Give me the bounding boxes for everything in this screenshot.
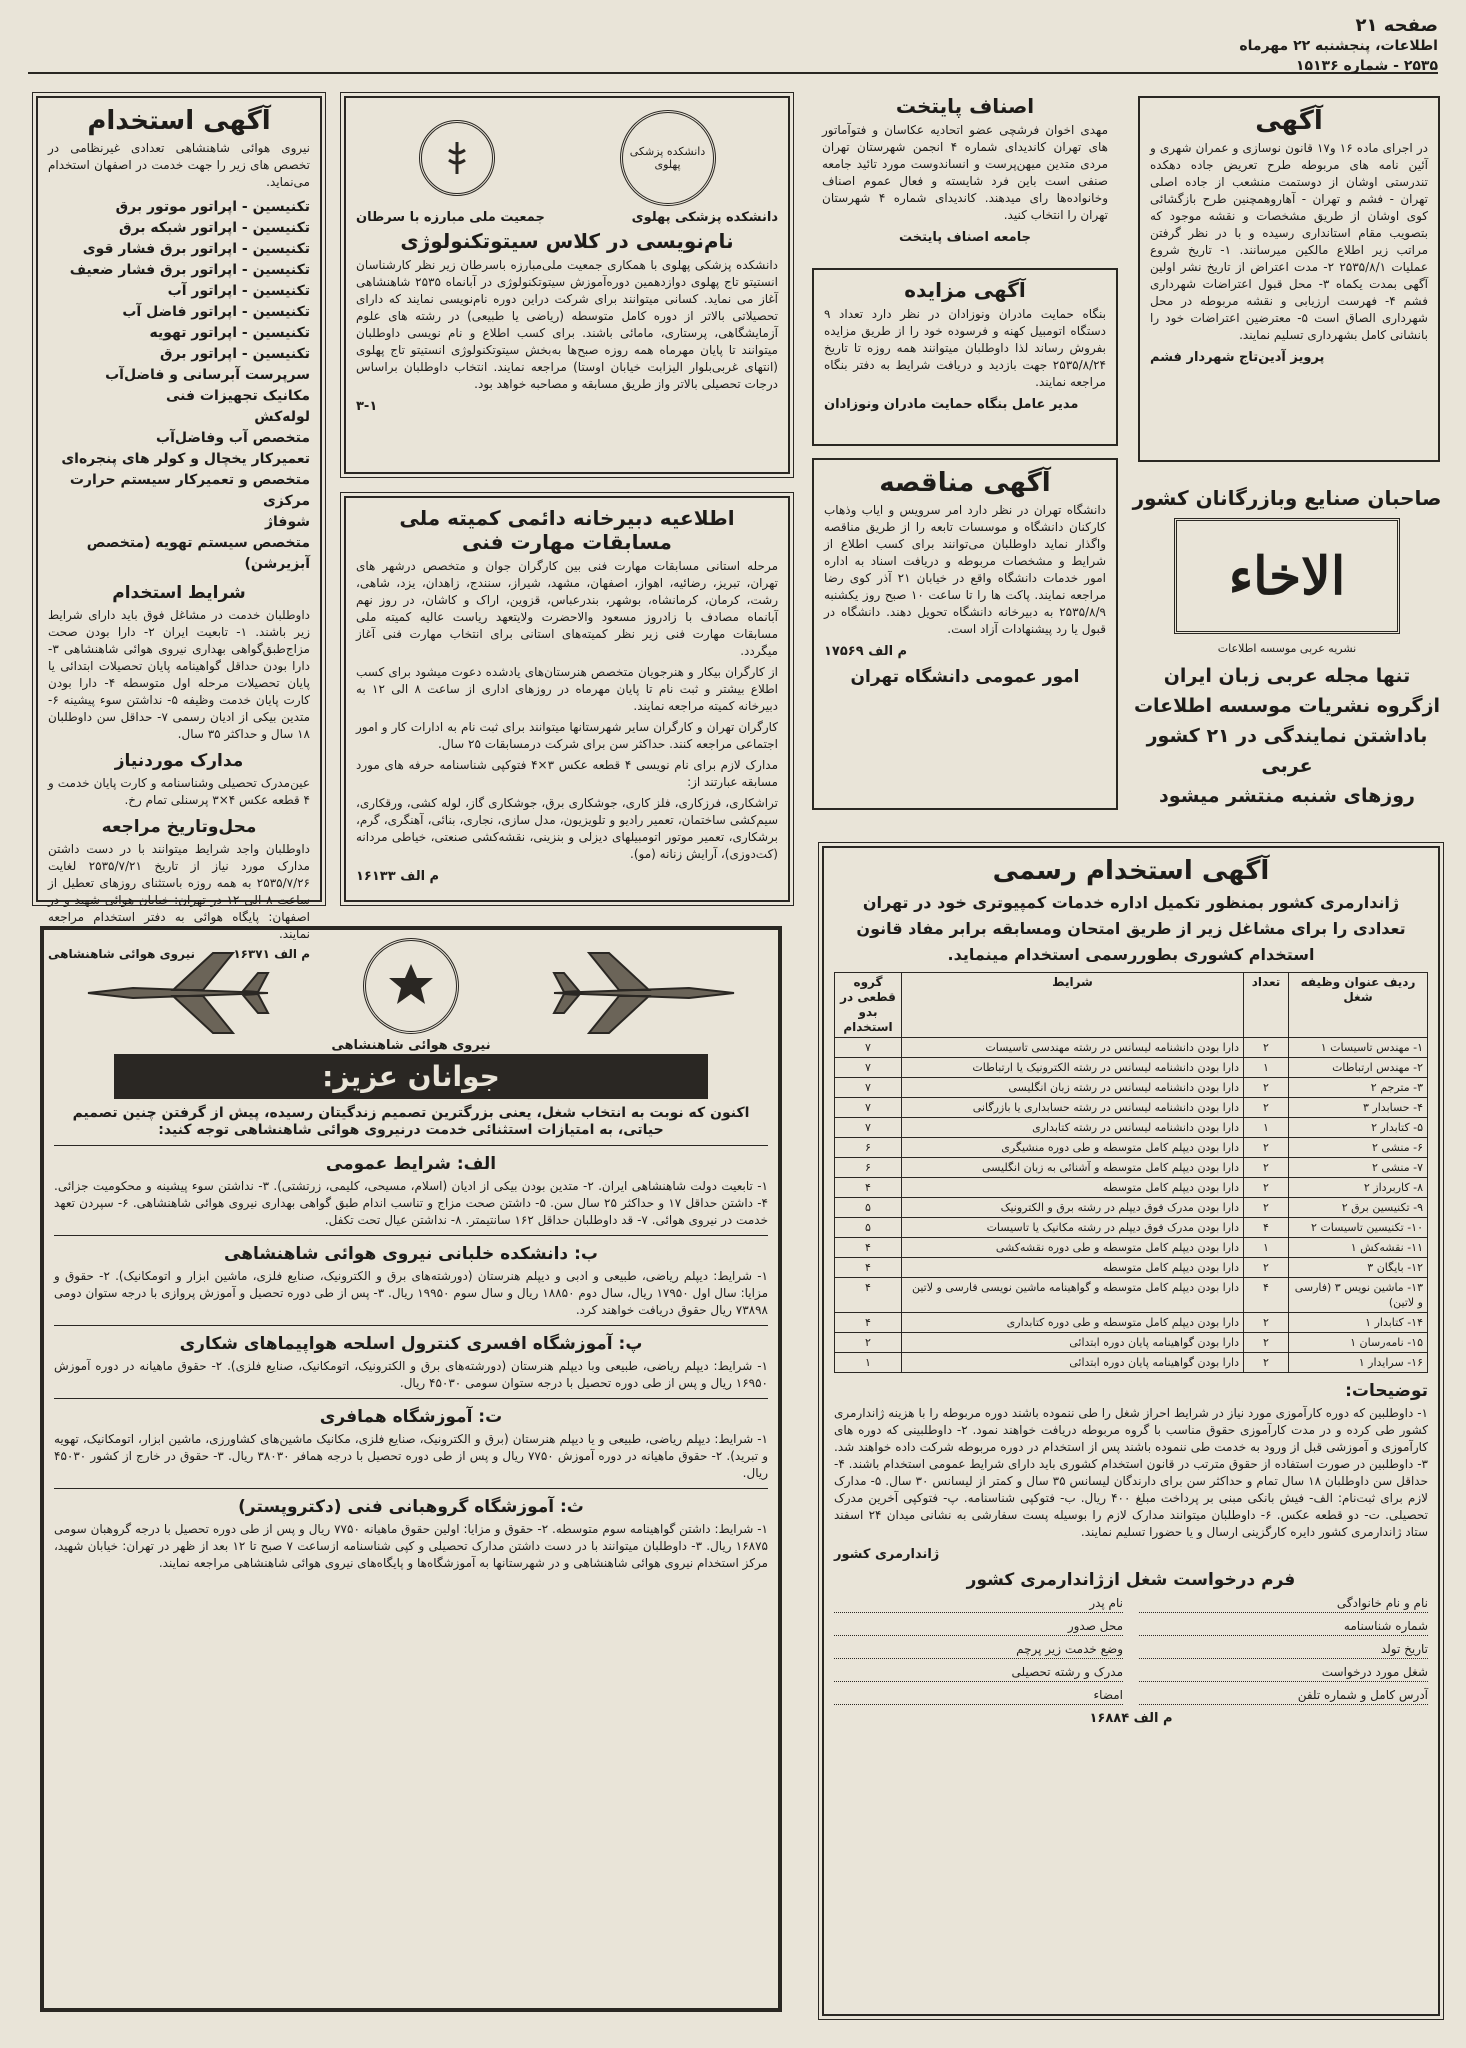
list-item: لوله‌کش bbox=[254, 409, 310, 425]
table-cell: ۲ bbox=[1244, 1258, 1289, 1278]
airforce-place-title: محل‌وتاریخ مراجعه bbox=[101, 817, 257, 837]
list-item: متخصص آب وفاضل‌آب bbox=[156, 430, 310, 446]
list-item: تکنیسین - اپراتور فاضل آب bbox=[122, 304, 310, 320]
table-cell: ۴ bbox=[835, 1313, 902, 1333]
issue-date: اطلاعات، پنجشنبه ۲۲ مهرماه bbox=[1239, 38, 1438, 54]
form-field-label: تاریخ تولد bbox=[1139, 1640, 1428, 1659]
cytotech-title: نام‌نویسی در کلاس سیتوتکنولوژی bbox=[400, 229, 734, 253]
table-cell: ۴- حسابدار ۳ bbox=[1289, 1098, 1428, 1118]
table-cell: ۶- منشی ۲ bbox=[1289, 1138, 1428, 1158]
table-cell: ۱۵- نامه‌رسان ۱ bbox=[1289, 1333, 1428, 1353]
form-field-label: نام پدر bbox=[834, 1594, 1123, 1613]
gendarmerie-table-body bbox=[835, 1038, 1428, 1373]
auction-sign: مدیر عامل بنگاه حمایت مادران ونوزادان bbox=[824, 397, 1079, 412]
table-row bbox=[835, 1138, 1428, 1158]
competition-text1: مرحله استانی مسابقات مهارت فنی بین کارگران جوان و متخصص درشهر های تهران، تبریز، رضائیه، اهواز، اصفهان، مشهد، شیراز، سنندج، زاهدان، یزد، شاهی، رشت، کرمان، کرمانشاه، بوشهر، بندرعباس، قزوین، اراک و کاشان، در روز نهم آبانماه مصادف با زادروز مسعود والاحضرت ولایتعهد ریاست عالیه کمیته ملی مسابقات مهارت فنی زیر نظر کمیته‌های استانی برای انتخاب مهارت فنی آغاز میگردد. bbox=[356, 559, 778, 658]
list-item: شوفاژ bbox=[264, 514, 310, 530]
table-cell: ۲ bbox=[1244, 1078, 1289, 1098]
table-row bbox=[835, 1333, 1428, 1353]
table-cell: ۱ bbox=[1244, 1238, 1289, 1258]
table-cell: ۱۳- ماشین نویس ۳ (فارسی و لاتین) bbox=[1289, 1278, 1428, 1313]
table-cell: ۲ bbox=[1244, 1158, 1289, 1178]
list-item: تکنیسین - اپراتور برق bbox=[160, 346, 310, 362]
table-row bbox=[835, 1258, 1428, 1278]
table-cell: ۲ bbox=[1244, 1313, 1289, 1333]
table-cell: دارا بودن دانشنامه لیسانس در رشته زبان انگلیسی bbox=[902, 1078, 1244, 1098]
airforce-jobs-list bbox=[48, 197, 310, 575]
section-th-text: ۱- شرایط: داشتن گواهینامه سوم متوسطه. ۲- حقوق و مزایا: اولین حقوق ماهیانه ۷۷۵۰ ریال و پس از طی دوره تحصیل با درجه گروهبان سومی ۱۶۸۷۵ ریال. ۳- داوطلبان میتوانند با در دست داشتن مدارک تحصیلی و کپی شناسنامه ازساعت ۷ صبح تا ۱۲ بعد از ظهر در تهران: خیابان شهید، مرکز استخدام نیروی هوائی شاهنشاهی و در شهرستانها به آموزشگاه‌ها و پایگاه‌های نیروی هوائی شاهنشاهی مراجعه نمایند. bbox=[54, 1522, 768, 1570]
column-header: تعداد bbox=[1244, 973, 1289, 1038]
table-cell: دارا بودن دیپلم کامل متوسطه bbox=[902, 1258, 1244, 1278]
alakha-logo bbox=[1174, 518, 1400, 634]
auction-text: بنگاه حمایت مادران ونوزادان در نظر دارد تعداد ۹ دستگاه اتومبیل کهنه و فرسوده خود را از طریق مزایده بفروش رساند لذا داوطلبان میتوانند همه روزه تا تاریخ ۲۵۳۵/۸/۲۴ جهت بازدید و دریافت شرایط به دفتر بنگاه مراجعه نمایند. bbox=[824, 307, 1106, 389]
alakha-top: صاحبان صنایع وبازرگانان کشور bbox=[1132, 486, 1442, 510]
table-row bbox=[835, 1078, 1428, 1098]
notice-ad bbox=[1138, 96, 1440, 462]
table-cell: ۷ bbox=[835, 1098, 902, 1118]
table-row bbox=[835, 1198, 1428, 1218]
guild-title: اصناف پایتخت bbox=[895, 94, 1035, 118]
competition-ref: م الف ۱۶۱۳۳ bbox=[356, 869, 440, 884]
airforce-docs-text: عین‌مدرک تحصیلی وشناسنامه و کارت پایان خدمت و ۴ قطعه عکس ۴×۳ پرسنلی تمام رخ. bbox=[48, 776, 310, 807]
airforce-emblem-label: نیروی هوائی شاهنشاهی bbox=[331, 1037, 491, 1053]
divider bbox=[54, 1325, 768, 1326]
competition-text3: کارگران تهران و کارگران سایر شهرستانها میتوانند برای ثبت نام به ادارات کار و امور اجتماعی مراجعه کنند. حداکثر سن برای شرکت درمسابقات ۲۵ سال. bbox=[356, 720, 778, 751]
cytotech-org-right: دانشکده پزشکی پهلوی bbox=[631, 210, 778, 225]
table-row bbox=[835, 1118, 1428, 1138]
table-cell: دارا بودن دیپلم کامل متوسطه و گواهینامه ماشین نویسی فارسی و لاتین bbox=[902, 1278, 1244, 1313]
table-cell: دارا بودن دیپلم کامل متوسطه و طی دوره نقشه‌کشی bbox=[902, 1238, 1244, 1258]
column-header: ردیف عنوان وظیفه شغل bbox=[1289, 973, 1428, 1038]
table-cell: ۴ bbox=[835, 1258, 902, 1278]
table-cell: ۱ bbox=[1244, 1118, 1289, 1138]
table-cell: ۵- کتابدار ۲ bbox=[1289, 1118, 1428, 1138]
school-emblem bbox=[620, 110, 716, 206]
section-b-text: ۱- شرایط: دیپلم ریاضی، طبیعی و ادبی و دیپلم هنرستان (دورشته‌های برق و الکترونیک، صنایع فلزی، ماشین ابزار و اتومکانیک). ۲- حقوق و مزایا: سال اول ۱۷۹۵۰ ریال، سال دوم ۱۸۸۵۰ ریال و سال سوم ۱۹۹۵۰ ریال. ۳- پس از طی دوره تحصیل و آموزش پروازی با درجه ستوان دومی ۷۳۸۹۸ ریال حقوق دریافت خواهند کرد. bbox=[54, 1269, 769, 1317]
section-p-title: پ: آموزشگاه افسری کنترول اسلحه هواپیماهای شکاری bbox=[179, 1334, 643, 1354]
tender-text: دانشگاه تهران در نظر دارد امر سرویس و ایاب وذهاب کارکنان دانشگاه و موسسات تابعه را از طریق مناقصه واگذار نماید داوطلبان می‌توانند برای کسب اطلاع از شرایط و مشخصات مربوطه و دریافت اسناد به اداره امور خدمات دانشگاه واقع در خیابان ۲۱ آذر کوی رضا مراجعه نمایند. پاکت ها را تا ساعت ۱۰ صبح روز یکشنبه ۲۵۳۵/۸/۹ به دبیرخانه دانشگاه تحویل دهند. دانشگاه در قبول یا رد پیشنهادات آزاد است. bbox=[824, 503, 1106, 636]
airforce-docs-title: مدارک موردنیاز bbox=[114, 751, 244, 771]
list-item: تکنیسین - اپراتور شبکه برق bbox=[119, 220, 310, 236]
airforce-banner: جوانان عزیز: bbox=[114, 1054, 708, 1099]
table-cell: ۲- مهندس ارتباطات bbox=[1289, 1058, 1428, 1078]
alakha-line3: باداشتن نمایندگی در ۲۱ کشور عربی bbox=[1146, 725, 1428, 777]
divider bbox=[54, 1488, 768, 1489]
caduceus-icon bbox=[437, 138, 477, 178]
list-item: متخصص سیستم تهویه (متخصص آبزیرشن) bbox=[86, 535, 310, 572]
gendarmerie-intro: ژاندارمری کشور بمنظور تکمیل اداره خدمات کمپیوتری خود در تهران تعدادی را برای مشاغل زیر از طریق امتحان ومسابقه برابر مفاد قانون استخدام کشوری بطوررسمی استخدام مینماید. bbox=[856, 893, 1406, 964]
table-cell: ۱۱- نقشه‌کش ۱ bbox=[1289, 1238, 1428, 1258]
table-cell: ۱۲- بایگان ۳ bbox=[1289, 1258, 1428, 1278]
table-cell: ۲ bbox=[1244, 1178, 1289, 1198]
table-cell: ۲ bbox=[1244, 1038, 1289, 1058]
notice-text: در اجرای ماده ۱۶ و۱۷ قانون نوسازی و عمران شهری و آئین نامه های مربوطه طرح تعریض جاده دهکده تندرستی اوشان از دوستمت منشعب از جاده اصلی تهران - فشم و تهران - آهاروهمچنین طرح بازگشائی کوی اوشان از طریق مشخصات و نقشه موجود که بتصویب مقام استانداری رسیده و با در نظر گرفتن مراتب زیر اطلاع مالکین میرسانند. ۱- تاریخ شروع عملیات ۲۵۳۵/۸/۱ ۲- مدت اعتراض از تاریخ نشر اولین آگهی بمدت یکماه ۳- محل قبول اعتراضات شهرداری فشم ۴- فهرست ارزیابی و نقشه مربوطه در محل شهرداری الصاق است ۵- معترضین اعتراضات خود را بانشانی کامل بشهرداری تسلیم نمایند. bbox=[1150, 141, 1429, 342]
table-cell: دارا بودن دانشنامه لیسانس در رشته کتابداری bbox=[902, 1118, 1244, 1138]
table-cell: ۴ bbox=[835, 1238, 902, 1258]
table-header-row bbox=[835, 973, 1428, 1038]
table-cell: دارا بودن مدرک فوق دیپلم در رشته مکانیک یا تاسیسات bbox=[902, 1218, 1244, 1238]
table-row bbox=[835, 1313, 1428, 1333]
airforce-youth-ad bbox=[40, 926, 782, 2012]
airforce-hiring-ref: م الف ۱۶۳۷۱ bbox=[233, 947, 310, 961]
table-cell: دارا بودن دانشنامه لیسانس در رشته الکترونیک یا ارتباطات bbox=[902, 1058, 1244, 1078]
divider bbox=[54, 1235, 768, 1236]
form-field-label: وضع خدمت زیر پرچم bbox=[834, 1640, 1123, 1659]
cancer-society-emblem bbox=[419, 120, 495, 196]
notice-sign: پرویز آدین‌تاج شهردار فشم bbox=[1150, 350, 1325, 365]
competition-ad bbox=[344, 496, 790, 902]
tender-sign: امور عمومی دانشگاه تهران bbox=[850, 667, 1080, 687]
page-number: صفحه ۲۱ bbox=[1355, 15, 1438, 36]
form-field-label: امضاء bbox=[834, 1686, 1123, 1705]
cytotech-ad bbox=[344, 96, 790, 474]
competition-text5: تراشکاری، فرزکاری، فلز کاری، جوشکاری برق، جوشکاری گاز، لوله کشی، ورقکاری، سیم‌کشی ساختمان، تعمیر رادیو و تلویزیون، مدل سازی، نجاری، بنائی، آهنگری، گرم، برشکاری، تعمیر موتور اتومبیلهای دیزلی و بنزینی، نقشه‌کشی صنعتی، خیاطی مردانه (کت‌دوزی)، آرایش زنانه (مو). bbox=[356, 796, 778, 861]
gendarmerie-sign: ژاندارمری کشور bbox=[834, 1547, 940, 1562]
table-cell: ۶ bbox=[835, 1138, 902, 1158]
divider bbox=[54, 1145, 768, 1146]
guild-text: مهدی اخوان فرشچی عضو اتحادیه عکاسان و فتوآماتور های تهران کاندیدای شماره ۴ انجمن شهرستان تهران مردی متدین میهن‌پرست و انساندوست مورد تائید جامعه صنفی است باین فرد شایسته و فعال عموم اصناف وخانواده‌ها رای میدهند. کاندیدای شماره ۴ شهرستان تهران را انتخاب کنید. bbox=[822, 123, 1109, 222]
table-cell: ۷ bbox=[835, 1078, 902, 1098]
jet-icon bbox=[549, 948, 739, 1038]
table-cell: دارا بودن دانشنامه لیسانس در رشته حسابداری یا بازرگانی bbox=[902, 1098, 1244, 1118]
table-row bbox=[835, 1058, 1428, 1078]
school-emblem-text: دانشکده پزشکی پهلوی bbox=[629, 145, 706, 171]
table-cell: دارا بودن گواهینامه پایان دوره ابتدائی bbox=[902, 1333, 1244, 1353]
table-cell: دارا بودن گواهینامه پایان دوره ابتدائی bbox=[902, 1353, 1244, 1373]
guild-ad bbox=[812, 86, 1118, 254]
table-cell: دارا بودن دانشنامه لیسانس در رشته مهندسی تاسیسات bbox=[902, 1038, 1244, 1058]
list-item: تکنیسین - اپراتور برق فشار ضعیف bbox=[69, 262, 310, 278]
airforce-hiring-sign: نیروی هوائی شاهنشاهی bbox=[48, 947, 195, 961]
column-header: شرایط bbox=[902, 973, 1244, 1038]
table-cell: ۴ bbox=[1244, 1278, 1289, 1313]
section-th-title: ث: آموزشگاه گروهبانی فنی (دکتروپستر) bbox=[238, 1497, 584, 1517]
table-cell: ۷ bbox=[835, 1058, 902, 1078]
table-cell: ۱۶- سرایدار ۱ bbox=[1289, 1353, 1428, 1373]
airforce-hiring-intro: نیروی هوائی شاهنشاهی تعدادی غیرنظامی در تخصص های زیر را جهت خدمت در اصفهان استخدام می‌نماید. bbox=[48, 141, 310, 189]
section-a-text: ۱- تابعیت دولت شاهنشاهی ایران. ۲- متدین بودن بیکی از ادیان (اسلام، مسیحی، کلیمی، زرتشتی). ۳- نداشتن سوء پیشینه و محکومیت جزائی. ۴- داشتن حداقل ۱۷ و حداکثر ۲۵ سال سن. ۵- داشتن صحت مزاج و تناسب اندام طبق گواهی بهداری نیروی هوائی شاهنشاهی. ۶- سپردن تعهد خدمت در نیروی هوائی. ۷- قد داوطلبان حداقل ۱۶۲ سانتیمتر. ۸- نداشتن عیال تحت تکفل. bbox=[54, 1179, 768, 1227]
alakha-logo-text: الاخاء bbox=[1228, 545, 1346, 607]
competition-text2: از کارگران بیکار و هنرجویان متخصص هنرستان‌های یادشده دعوت میشود برای کسب اطلاع بیشتر و ثبت نام تا پایان مهرماه در روزهای اداری از ساعت ۸ الی ۱۲ به دبیرخانه کمیته مراجعه نمایند. bbox=[356, 665, 778, 713]
table-cell: ۳- مترجم ۲ bbox=[1289, 1078, 1428, 1098]
list-item: مکانیک تجهیزات فنی bbox=[165, 388, 310, 404]
gendarmerie-title: آگهی استخدام رسمی bbox=[992, 856, 1270, 886]
table-cell: ۱ bbox=[1244, 1058, 1289, 1078]
table-row bbox=[835, 1038, 1428, 1058]
table-cell: ۷- منشی ۲ bbox=[1289, 1158, 1428, 1178]
cytotech-orgs bbox=[356, 210, 778, 225]
table-cell: ۹- تکنیسین برق ۲ bbox=[1289, 1198, 1428, 1218]
gendarmerie-notes: ۱- داوطلبین که دوره کارآموزی مورد نیاز در شرایط احراز شغل را طی ننموده باشند دوره مربوطه را با هزینه ژاندارمری کشور طی کرده و در مدت کارآموزی حقوق مناسب با گروه مربوطه دریافت خواهند نمود. ۲- داوطلبینی که دوره های کارآموزی و آموزشی قبل از ورود به خدمت طی ننموده باشند پس از استخدام در دوره مربوطه شرکت داده خواهند شد. ۳- داوطلبین در صورت استفاده از حقوق مترتب در قانون استخدام کشوری باید دارای شرایط عمومی استخدام باشند. ۴- حداقل سن داوطلبان ۱۸ سال تمام و حداکثر سن برای دارندگان لیسانس ۳۵ سال و کمتر از لیسانس ۳۰ سال. ۵- مدارک لازم برای ثبت‌نام: الف- فیش بانکی مبنی بر پرداخت مبلغ ۴۰۰ ریال. ب- فتوکپی شناسنامه. پ- فتوکپی آخرین مدرک تحصیلی. ت- دو قطعه عکس. ۶- داوطلبان میتوانند مدارک لازم را بوسیله پست سفارشی به نشانی میدان ۲۴ اسفند ستاد ژاندارمری کشور دایره کارگزینی ارسال و یا حضورا تسلیم نمایند. bbox=[834, 1406, 1429, 1539]
table-row bbox=[835, 1178, 1428, 1198]
airforce-emblem-circle bbox=[363, 938, 459, 1034]
table-cell: ۱ bbox=[835, 1353, 902, 1373]
auction-title: آگهی مزایده bbox=[904, 278, 1026, 302]
airforce-emblem bbox=[331, 934, 490, 1053]
section-a-title: الف: شرایط عمومی bbox=[325, 1154, 497, 1174]
column-header: گروه قطعی در بدو استخدام bbox=[835, 973, 902, 1038]
airforce-cond-text: داوطلبان خدمت در مشاغل فوق باید دارای شرایط زیر باشند. ۱- تابعیت ایران ۲- دارا بودن صحت مزاج‌طبق‌گواهی بهداری نیروی هوائی شاهنشاهی ۳- دارا بودن حداقل گواهینامه پایان تحصیلات ابتدائی یا پایان تحصیلات مرحله اول متوسطه ۴- دارا بودن کارت پایان خدمت وظیفه ۵- نداشتن سوء پیشینه ۶- متدین بیکی از ادیان رسمی ۷- حداقل سن داوطلبان ۱۸ سال و حداکثر ۳۵ سال. bbox=[48, 608, 310, 741]
page-header bbox=[28, 10, 1438, 74]
alakha-ad bbox=[1122, 478, 1452, 808]
section-t-text: ۱- شرایط: دیپلم ریاضی، طبیعی و یا دیپلم هنرستان (برق و الکترونیک، صنایع فلزی، مکانیک ماشین‌های کشاورزی، ماشین ابزار، اتومکانیک، تهویه و تبرید). ۲- حقوق ماهیانه در دوره آموزش ۷۷۵۰ ریال و پس از طی دوره تحصیل با درجه همافر ۳۸۰۳۰ ریال. ۳- حقوق در خارج از کشور ۴۵۰۳۰ ریال. bbox=[54, 1432, 768, 1480]
table-cell: دارا بودن دیپلم کامل متوسطه و طی دوره کتابداری bbox=[902, 1313, 1244, 1333]
jet-illustration-row bbox=[54, 938, 768, 1053]
table-row bbox=[835, 1218, 1428, 1238]
airforce-cond-title: شرایط استخدام bbox=[112, 583, 246, 603]
section-t-title: ت: آموزشگاه همافری bbox=[319, 1407, 503, 1427]
table-cell: ۵ bbox=[835, 1198, 902, 1218]
eagle-crest-icon bbox=[381, 956, 441, 1016]
tender-ad bbox=[812, 458, 1118, 810]
table-cell: ۱۰- تکنیسین تاسیسات ۲ bbox=[1289, 1218, 1428, 1238]
issue-number: ۲۵۳۵ - شماره ۱۵۱۳۶ bbox=[1295, 58, 1438, 74]
cytotech-logos bbox=[356, 106, 778, 210]
table-cell: ۱۴- کتابدار ۱ bbox=[1289, 1313, 1428, 1333]
notice-title: آگهی bbox=[1255, 106, 1323, 136]
table-row bbox=[835, 1158, 1428, 1178]
auction-ad bbox=[812, 268, 1118, 446]
gendarmerie-jobs-table bbox=[834, 972, 1428, 1373]
airforce-intro: اکنون که نوبت به انتخاب شغل، یعنی بزرگترین تصمیم زندگیتان رسیده، پیش از گرفتن چنین تصمیم حیاتی، به امتیازات استثنائی خدمت درنیروی هوائی شاهنشاهی توجه کنید: bbox=[72, 1105, 750, 1138]
list-item: تکنیسین - اپراتور برق فشار قوی bbox=[82, 241, 310, 257]
gendarmerie-notes-title: توضیحات: bbox=[1345, 1381, 1428, 1401]
list-item: سرپرست آبرسانی و فاضل‌آب bbox=[105, 367, 310, 383]
table-cell: دارا بودن دیپلم کامل متوسطه و طی دوره منشیگری bbox=[902, 1138, 1244, 1158]
list-item: تعمیرکار یخچال و کولر های پنجره‌ای bbox=[61, 451, 310, 467]
divider bbox=[54, 1398, 768, 1399]
table-cell: ۲ bbox=[1244, 1098, 1289, 1118]
table-cell: ۷ bbox=[835, 1038, 902, 1058]
airforce-hiring-ad bbox=[36, 96, 322, 961]
airforce-hiring-title: آگهی استخدام bbox=[87, 106, 271, 136]
competition-text4: مدارک لازم برای نام نویسی ۴ قطعه عکس ۳×۴ فتوکپی شناسنامه حرفه های مورد مسابقه عبارتند از: bbox=[356, 758, 779, 789]
form-field-label: محل صدور bbox=[834, 1617, 1123, 1636]
cytotech-ref: ۳-۱ bbox=[356, 399, 378, 414]
cytotech-org-left: جمعیت ملی مبارزه با سرطان bbox=[356, 210, 545, 225]
table-cell: ۲ bbox=[1244, 1198, 1289, 1218]
table-cell: ۶ bbox=[835, 1158, 902, 1178]
table-cell: دارا بودن مدرک فوق دیپلم در رشته برق و الکترونیک bbox=[902, 1198, 1244, 1218]
table-cell: ۴ bbox=[835, 1178, 902, 1198]
table-cell: ۸- کاربرداز ۲ bbox=[1289, 1178, 1428, 1198]
form-field-label: نام و نام خانوادگی bbox=[1139, 1594, 1428, 1613]
table-cell: ۱- مهندس تاسیسات ۱ bbox=[1289, 1038, 1428, 1058]
table-cell: دارا بودن دیپلم کامل متوسطه bbox=[902, 1178, 1244, 1198]
gendarmerie-ref: م الف ۱۶۸۸۴ bbox=[1089, 1711, 1173, 1726]
cytotech-text: دانشکده پزشکی پهلوی با همکاری جمعیت ملی‌مبارزه باسرطان زیر نظر کارشناسان انستیتو تاج پهلوی دوازدهمین دوره‌آموزش سیتوتکنولوژی در آبانماه ۲۵۳۵ شاهنشاهی آغاز می نماید. کسانی میتوانند برای شرکت دراین دوره نام‌نویسی نمایند که دارای تحصیلاتی بالاتر از دوره کامل متوسطه (ریاضی یا طبیعی) در رشته های علوم آزمایشگاهی، پرستاری، مامائی باشند. برای کسب اطلاع و نام نویسی داوطلبان میتوانند تا پایان مهرماه همه روزه صبح‌ها به‌بخش سیتوتکنولوژی انستیتو تاج پهلوی (انتهای غربی‌بلوار الیزابت خیابان اوستا) مراجعه نمایند. انتخاب داوطلبان براساس درجات تحصیلی بالاتر واز طریق مسابقه و مصاحبه خواهد بود. bbox=[356, 258, 778, 391]
airforce-place-text: داوطلبان واجد شرایط میتوانند با در دست داشتن مدارک مورد نیاز از تاریخ ۲۵۳۵/۷/۲۱ لغایت ۲۵۳۵/۷/۲۶ به همه روزه باستثنای روزهای تعطیل از ساعت ۸ الی ۱۲ در تهران: خیابان هوائی شهید و در اصفهان: پایگاه هوائی به دفتر استخدام مراجعه نمایند. bbox=[48, 842, 311, 941]
gendarmerie-form-title: فرم درخواست شغل ازژاندارمری کشور bbox=[966, 1570, 1296, 1590]
table-row bbox=[835, 1098, 1428, 1118]
form-field-label: شغل مورد درخواست bbox=[1139, 1663, 1428, 1682]
table-cell: ۴ bbox=[1244, 1218, 1289, 1238]
table-row bbox=[835, 1278, 1428, 1313]
table-cell: دارا بودن دیپلم کامل متوسطه و آشنائی به زبان انگلیسی bbox=[902, 1158, 1244, 1178]
gendarmerie-ad bbox=[822, 846, 1440, 2016]
alakha-logo-sub: نشریه عربی موسسه اطلاعات bbox=[1217, 642, 1357, 655]
form-field-label: شماره شناسنامه bbox=[1139, 1617, 1428, 1636]
table-cell: ۷ bbox=[835, 1118, 902, 1138]
gendarmerie-form bbox=[834, 1594, 1428, 1705]
tender-ref: م الف ۱۷۵۶۹ bbox=[824, 644, 908, 659]
form-field-label: آدرس کامل و شماره تلفن bbox=[1139, 1686, 1428, 1705]
alakha-line2: ازگروه نشریات موسسه اطلاعات bbox=[1133, 695, 1441, 717]
table-row bbox=[835, 1238, 1428, 1258]
table-cell: ۴ bbox=[835, 1278, 902, 1313]
form-field-label: مدرک و رشته تحصیلی bbox=[834, 1663, 1123, 1682]
header-info bbox=[1239, 16, 1438, 76]
table-cell: ۲ bbox=[835, 1333, 902, 1353]
section-p-text: ۱- شرایط: دیپلم ریاضی، طبیعی وبا دیپلم هنرستان (دورشته‌های برق و الکترونیک، اتومکانیک، صنایع فلزی). ۲- حقوق ماهیانه در دوره آموزش ۱۶۹۵۰ ریال و پس از طی دوره تحصیل با درجه ستوان سومی ۴۵۰۳۰ ریال. bbox=[54, 1359, 768, 1390]
table-row bbox=[835, 1353, 1428, 1373]
tender-title: آگهی مناقصه bbox=[879, 468, 1051, 498]
jet-icon bbox=[83, 948, 273, 1038]
table-cell: ۲ bbox=[1244, 1353, 1289, 1373]
table-cell: ۲ bbox=[1244, 1138, 1289, 1158]
list-item: تکنیسین - اپراتور تهویه bbox=[149, 325, 310, 341]
table-cell: ۲ bbox=[1244, 1333, 1289, 1353]
section-b-title: ب: دانشکده خلبانی نیروی هوائی شاهنشاهی bbox=[224, 1244, 598, 1264]
guild-sign: جامعه اصناف پایتخت bbox=[899, 230, 1031, 245]
alakha-line4: روزهای شنبه منتشر میشود bbox=[1159, 785, 1415, 807]
list-item: تکنیسین - اپراتور موتور برق bbox=[115, 199, 310, 215]
alakha-line1: تنها مجله عربی زبان ایران bbox=[1163, 665, 1411, 687]
list-item: متخصص و تعمیرکار سیستم حرارت مرکزی bbox=[69, 472, 310, 509]
list-item: تکنیسین - اپراتور آب bbox=[167, 283, 310, 299]
table-cell: ۵ bbox=[835, 1218, 902, 1238]
competition-title: اطلاعیه دبیرخانه دائمی کمیته ملی مسابقات مهارت فنی bbox=[399, 506, 735, 554]
